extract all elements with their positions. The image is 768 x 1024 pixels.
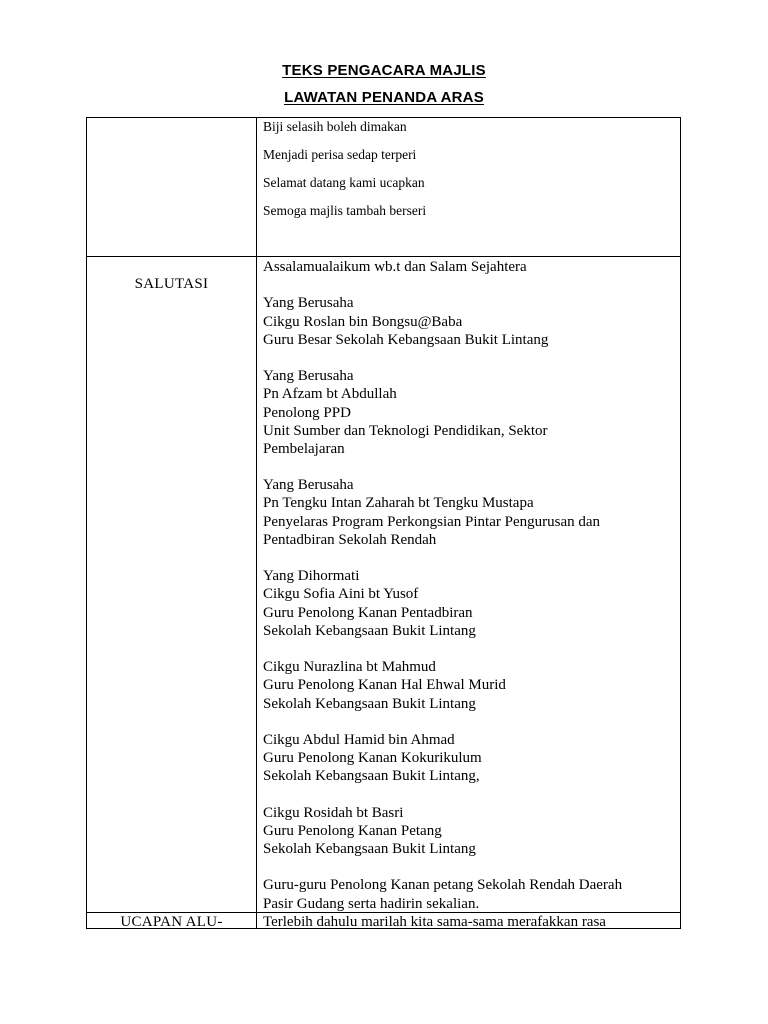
- salutasi-line: Pembelajaran: [263, 440, 345, 457]
- salutasi-line: Guru-guru Penolong Kanan petang Sekolah Rendah Daerah: [263, 877, 623, 894]
- salutasi-line: Unit Sumber dan Teknologi Pendidikan, Sektor: [263, 422, 548, 439]
- title-text-1: TEKS PENGACARA MAJLIS: [282, 62, 486, 79]
- salutasi-line: Yang Dihormati: [263, 568, 360, 585]
- pantun-cell: [263, 118, 426, 230]
- salutasi-line: Guru Penolong Kanan Kokurikulum: [263, 750, 482, 767]
- blank-line: [263, 349, 622, 367]
- pantun-line: Semoga majlis tambah berseri: [263, 203, 427, 218]
- salutasi-line: Assalamualaikum wb.t dan Salam Sejahtera: [263, 259, 527, 275]
- salutasi-line: Yang Berusaha: [263, 477, 354, 494]
- pantun-line: Biji selasih boleh dimakan: [263, 119, 407, 134]
- script-table: [86, 117, 681, 929]
- salutasi-line: Penolong PPD: [263, 404, 351, 421]
- salutasi-line: Yang Berusaha: [263, 368, 354, 385]
- salutasi-line: Sekolah Kebangsaan Bukit Lintang: [263, 695, 476, 712]
- salutasi-line: Pn Afzam bt Abdullah: [263, 386, 397, 403]
- salutasi-line: Pentadbiran Sekolah Rendah: [263, 531, 437, 548]
- salutasi-line: Guru Besar Sekolah Kebangsaan Bukit Lintang: [263, 331, 549, 348]
- salutasi-line: Cikgu Sofia Aini bt Yusof: [263, 586, 419, 603]
- row-divider-1: [87, 256, 680, 257]
- salutasi-line: Cikgu Rosidah bt Basri: [263, 804, 404, 821]
- document-title-line2: [0, 89, 768, 106]
- pantun-line: Selamat datang kami ucapkan: [263, 175, 425, 190]
- salutasi-line: Sekolah Kebangsaan Bukit Lintang,: [263, 768, 480, 785]
- salutasi-label: SALUTASI: [134, 276, 209, 292]
- salutasi-line: Pn Tengku Intan Zaharah bt Tengku Mustapa: [263, 495, 534, 512]
- salutasi-line: Sekolah Kebangsaan Bukit Lintang: [263, 622, 476, 639]
- salutasi-cell: [263, 258, 622, 913]
- salutasi-line: Yang Berusaha: [263, 295, 354, 312]
- blank-line: [263, 549, 622, 567]
- blank-line: [263, 713, 622, 731]
- salutasi-line: Cikgu Abdul Hamid bin Ahmad: [263, 731, 455, 748]
- salutasi-line: Penyelaras Program Perkongsian Pintar Pengurusan dan: [263, 513, 601, 530]
- document-title-line1: [0, 62, 768, 79]
- blank-line: [263, 858, 622, 876]
- blank-line: [263, 785, 622, 803]
- salutasi-line: Cikgu Nurazlina bt Mahmud: [263, 659, 436, 676]
- blank-line: [263, 640, 622, 658]
- blank-line: [263, 458, 622, 476]
- blank-line: [263, 276, 622, 294]
- title-text-2: LAWATAN PENANDA ARAS: [284, 89, 484, 106]
- salutasi-line: Cikgu Roslan bin Bongsu@Baba: [263, 313, 463, 330]
- salutasi-line: Guru Penolong Kanan Petang: [263, 822, 442, 839]
- salutasi-line: Pasir Gudang serta hadirin sekalian.: [263, 895, 480, 912]
- pantun-line: Menjadi perisa sedap terperi: [263, 147, 417, 162]
- ucapan-label: UCAPAN ALU-: [120, 914, 223, 929]
- salutasi-line: Guru Penolong Kanan Pentadbiran: [263, 604, 473, 621]
- column-divider: [256, 118, 257, 928]
- ucapan-cell: Terlebih dahulu marilah kita sama-sama merafakkan rasa: [263, 914, 606, 929]
- salutasi-line: Guru Penolong Kanan Hal Ehwal Murid: [263, 677, 506, 694]
- salutasi-line: Sekolah Kebangsaan Bukit Lintang: [263, 841, 476, 857]
